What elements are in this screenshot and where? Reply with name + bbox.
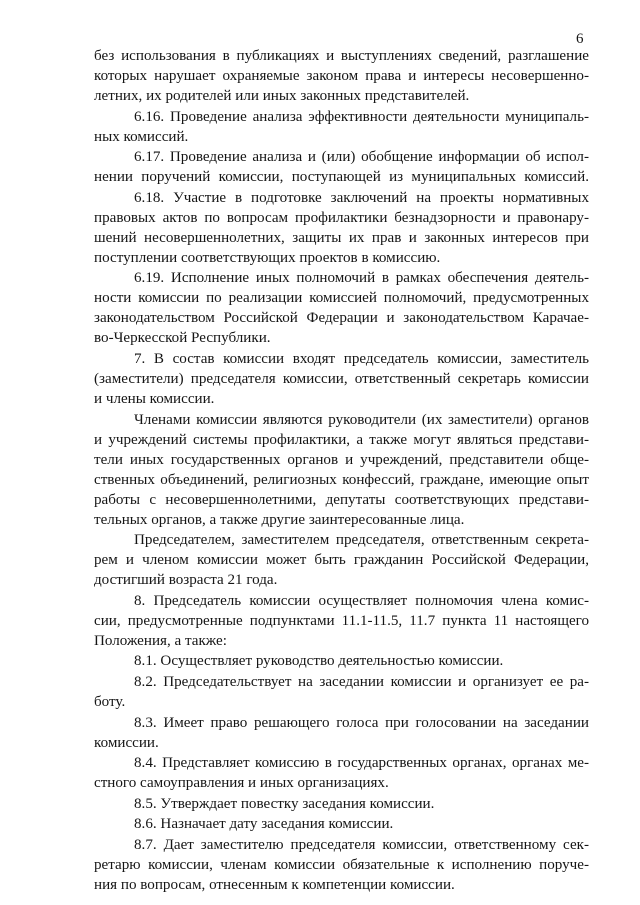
text-line: и члены комиссии. <box>94 391 215 407</box>
page-number: 6 <box>576 31 584 47</box>
text-line: тели иных государственных органов и учреждений, представители обще- <box>94 451 589 468</box>
text-line: 6.18. Участие в подготовке заключений на проекты нормативных <box>134 189 589 206</box>
text-line: 8.2. Председательствует на заседании комиссии и организует ее ра- <box>134 674 589 690</box>
text-line: 6.19. Исполнение иных полномочий в рамках обеспечения деятель- <box>134 270 589 287</box>
text-line: 8.1. Осуществляет руководство деятельностью комиссии. <box>134 653 504 670</box>
text-line: достигший возраста 21 года. <box>94 572 278 589</box>
text-line: шений несовершеннолетних, защиты их прав и законных интересов при <box>94 229 589 246</box>
text-line: Членами комиссии являются руководители (их заместители) органов <box>134 411 589 428</box>
text-line: 7. В состав комиссии входят председатель комиссии, заместитель <box>134 351 589 367</box>
text-line: 8.7. Дает заместителю председателя комиссии, ответственному сек- <box>134 837 589 853</box>
text-line: которых нарушает охраняемые законом права и интересы несовершенно- <box>94 68 589 84</box>
text-line: 8.3. Имеет право решающего голоса при голосовании на заседании <box>134 714 589 731</box>
text-line: поступлении соответствующих проектов в комиссию. <box>94 249 441 266</box>
text-line: рем и членом комиссии может быть гражданин Российской Федерации, <box>94 552 589 569</box>
text-line: ственных объединений, религиозных конфессий, граждане, имеющие опыт <box>94 471 589 488</box>
text-line: законодательством Российской Федерации и законодательством Карачае- <box>94 310 589 327</box>
text-line: и учреждений системы профилактики, а также могут являться представи- <box>94 431 589 448</box>
text-line: нении поручений комиссии, поступающей из муниципальных комиссий. <box>94 169 589 186</box>
text-line: 8.6. Назначает дату заседания комиссии. <box>134 816 394 833</box>
text-line: ных комиссий. <box>94 128 189 145</box>
text-line: правовых актов по вопросам профилактики безнадзорности и правонару- <box>94 209 589 226</box>
text-line: 8.5. Утверждает повестку заседания комиссии. <box>134 795 435 812</box>
text-line: 6.16. Проведение анализа эффективности деятельности муниципаль- <box>134 108 589 125</box>
text-line: ретарю комиссии, членам комиссии обязательные к исполнению поруче- <box>94 857 589 873</box>
text-line: сии, предусмотренные подпунктами 11.1-11.5, 11.7 пункта 11 настоящего <box>94 612 589 629</box>
text-line: Положения, а также: <box>94 632 227 649</box>
text-line: (заместители) председателя комиссии, ответственный секретарь комиссии <box>94 371 589 387</box>
text-line: 6.17. Проведение анализа и (или) обобщение информации об испол- <box>134 149 589 166</box>
text-line: ности комиссии по реализации комиссией полномочий, предусмотренных <box>94 290 589 307</box>
text-line: тельных органов, а также другие заинтересованные лица. <box>94 511 465 528</box>
text-line: стного самоуправления и иных организациях. <box>94 775 389 792</box>
text-line: 8.4. Представляет комиссию в государственных органах, органах ме- <box>134 755 589 772</box>
text-line: 8. Председатель комиссии осуществляет полномочия члена комис- <box>134 592 589 609</box>
text-line: летних, их родителей или иных законных представителей. <box>94 88 470 104</box>
text-line: комиссии. <box>94 734 159 751</box>
text-line: боту. <box>94 694 126 710</box>
text-line: работы с несовершеннолетними, депутаты соответствующих представи- <box>94 491 589 508</box>
text-line: ния по вопросам, отнесенным к компетенции комиссии. <box>94 877 455 893</box>
text-line: Председателем, заместителем председателя, ответственным секрета- <box>134 532 589 549</box>
text-line: во-Черкесской Республики. <box>94 330 271 347</box>
text-line: без использования в публикациях и выступлениях сведений, разглашение <box>94 48 589 64</box>
